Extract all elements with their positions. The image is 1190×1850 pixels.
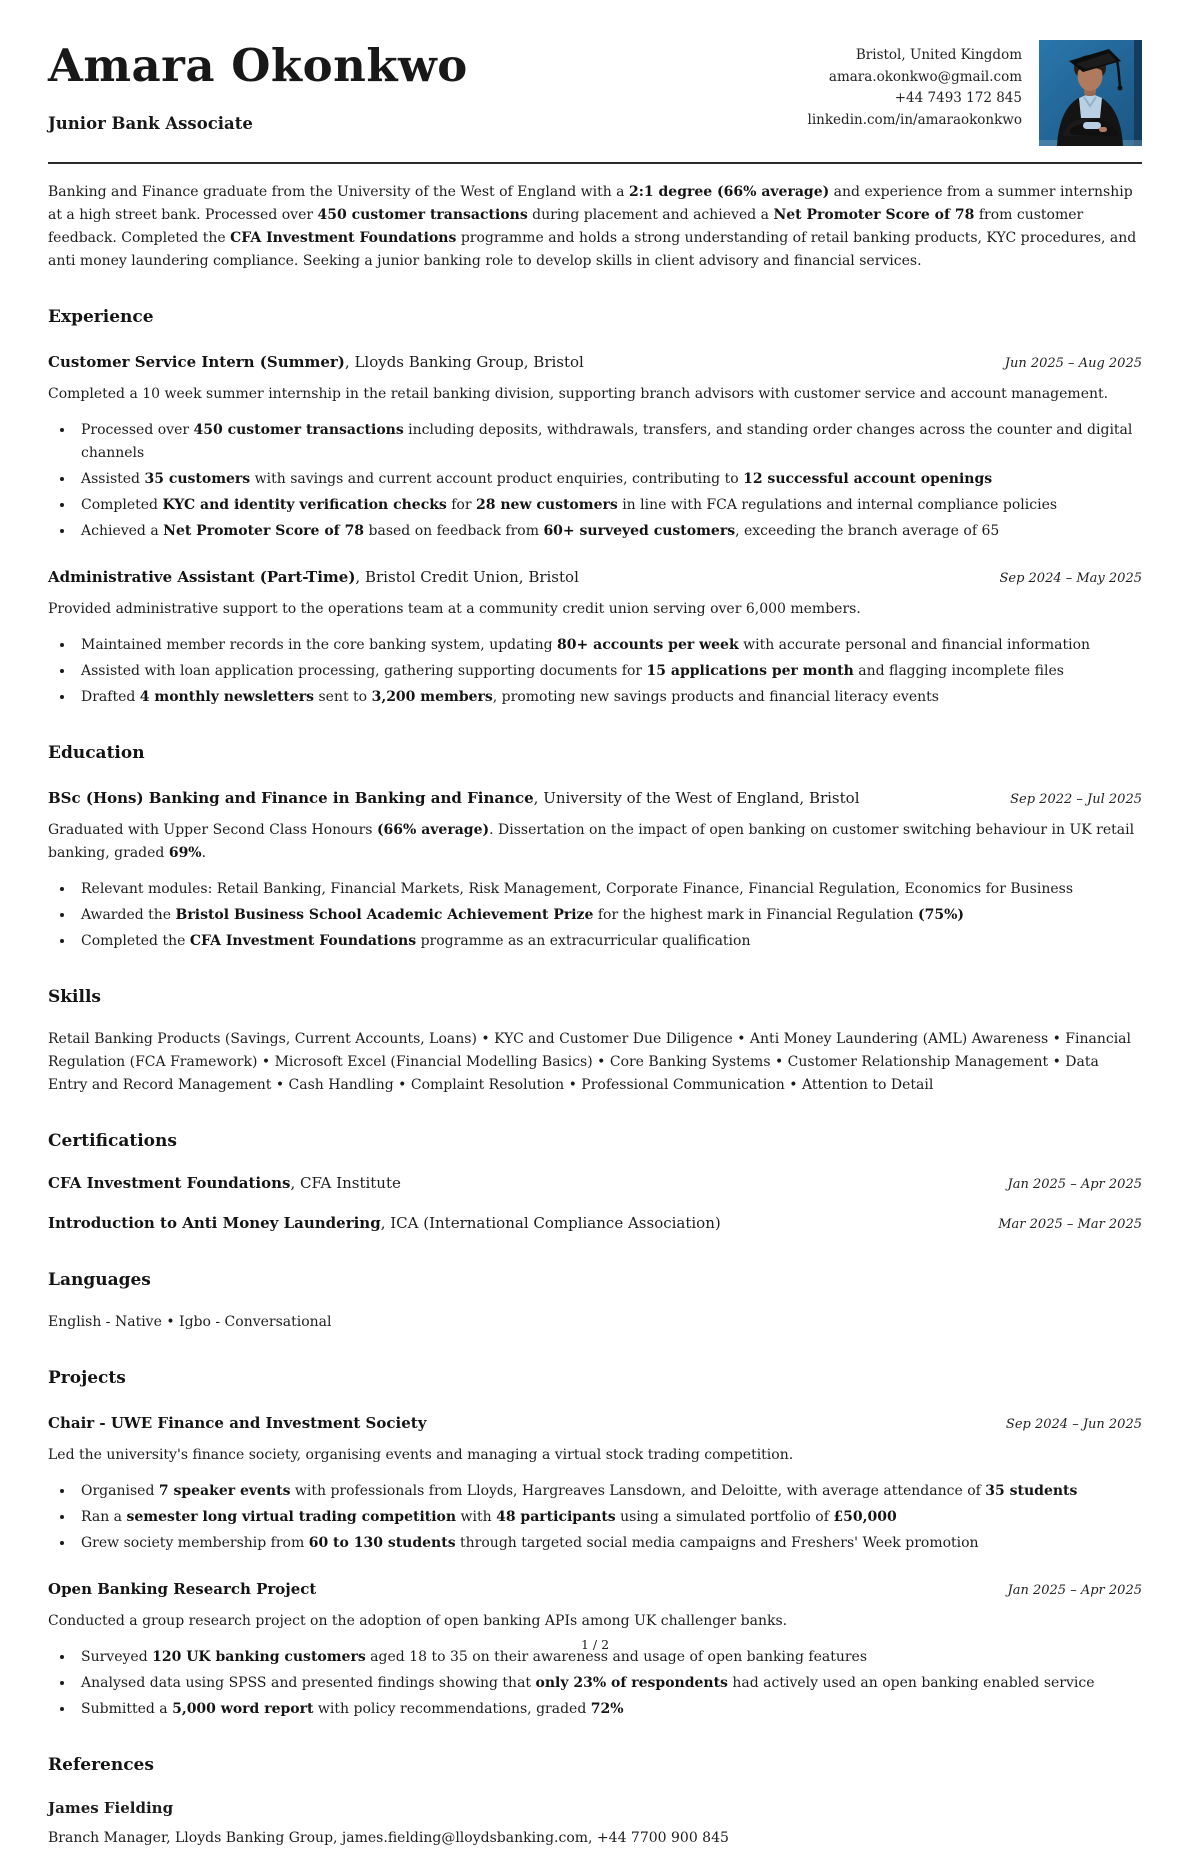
job-title-text: Administrative Assistant (Part-Time): [48, 568, 356, 586]
bullet-item: • Submitted a 5,000 word report with policy recommendations, graded 72%: [75, 1698, 1142, 1721]
bullet-item: • Ran a semester long virtual trading competition with 48 participants using a simulated portfolio of £50,000: [75, 1506, 1142, 1529]
contact-phone: +44 7493 172 845: [894, 90, 1022, 106]
section-skills: [48, 986, 1142, 1097]
date-range: Jun 2025 – Aug 2025: [1004, 356, 1142, 371]
summary-paragraph: Banking and Finance graduate from the University of the West of England with a 2:1 degree (66% average) and experience from a summer internship at a high street bank. Processed over 450 customer transactions during placement and achieved a Net Promoter Score of 78 from customer feedback. Completed the CFA Investment Foundations programme and holds a strong understanding of retail banking products, KYC procedures, and anti money laundering compliance. Seeking a junior banking role to develop skills in client advisory and financial services.: [48, 184, 1137, 269]
date-range: Mar 2025 – Mar 2025: [998, 1217, 1142, 1232]
page-title: Amara Okonkwo: [48, 39, 468, 92]
bullet-item: • Assisted with loan application processing, gathering supporting documents for 15 applications per month and flagging incomplete files: [75, 660, 1142, 683]
bullet-item: • Relevant modules: Retail Banking, Financial Markets, Risk Management, Corporate Finance, Financial Regulation, Economics for Business: [75, 878, 1142, 901]
reference-details: Branch Manager, Lloyds Banking Group, james.fielding@lloydsbanking.com, +44 7700 900 845: [48, 1830, 729, 1846]
skills-text: Retail Banking Products (Savings, Current Accounts, Loans) • KYC and Customer Due Diligence • Anti Money Laundering (AML) Awareness • Financial Regulation (FCA Framework) • Microsoft Excel (Financial Modelling Basics) • Core Banking Systems • Customer Relationship Management • Data Entry and Record Management • Cash Handling • Complaint Resolution • Professional Communication • Attention to Detail: [48, 1031, 1132, 1093]
section-education: [48, 742, 1142, 953]
job-title-text: Customer Service Intern (Summer): [48, 353, 345, 371]
bullet-item: • Achieved a Net Promoter Score of 78 based on feedback from 60+ surveyed customers, exceeding the branch average of 65: [75, 520, 1142, 543]
experience-item: [48, 351, 1142, 543]
bullet-item: • Maintained member records in the core banking system, updating 80+ accounts per week with accurate personal and financial information: [75, 634, 1142, 657]
degree-title-text: BSc (Hons) Banking and Finance in Banking and Finance: [48, 789, 534, 807]
bullet-item: • Processed over 450 customer transactions including deposits, withdrawals, transfers, and standing order changes across the counter and digital channels: [75, 419, 1142, 465]
certification-name: Introduction to Anti Money Laundering: [48, 1214, 381, 1232]
bullet-list: [75, 1646, 1142, 1721]
section-references: [48, 1754, 1142, 1850]
languages-text: English - Native • Igbo - Conversational: [48, 1314, 332, 1330]
item-title-line: [48, 1212, 721, 1235]
date-range: Sep 2024 – May 2025: [999, 571, 1142, 586]
job-company-text: , Bristol Credit Union, Bristol: [355, 568, 579, 586]
item-description: Graduated with Upper Second Class Honours (66% average). Dissertation on the impact of open banking on customer switching behaviour in UK retail banking, graded 69%.: [48, 822, 1135, 861]
section-heading-certifications: Certifications: [48, 1131, 177, 1151]
date-range: Jan 2025 – Apr 2025: [1007, 1177, 1142, 1192]
item-head: [48, 787, 1142, 811]
section-certifications: [48, 1130, 1142, 1236]
project-item: [48, 1412, 1142, 1555]
bullet-item: • Grew society membership from 60 to 130 students through targeted social media campaigns and Freshers' Week promotion: [75, 1532, 1142, 1555]
item-description: Conducted a group research project on the adoption of open banking APIs among UK challenger banks.: [48, 1613, 788, 1629]
item-title-line: [48, 1172, 401, 1195]
bullet-item: • Drafted 4 monthly newsletters sent to 3,200 members, promoting new savings products and financial literacy events: [75, 686, 1142, 709]
bullet-item: • Analysed data using SPSS and presented findings showing that only 23% of respondents had actively used an open banking enabled service: [75, 1672, 1142, 1695]
section-experience: [48, 306, 1142, 709]
certification-item: [48, 1212, 1142, 1236]
bullet-item: • Organised 7 speaker events with professionals from Lloyds, Hargreaves Lansdown, and Deloitte, with average attendance of 35 students: [75, 1480, 1142, 1503]
bullet-item: • Awarded the Bristol Business School Academic Achievement Prize for the highest mark in Financial Regulation (75%): [75, 904, 1142, 927]
item-head: [48, 351, 1142, 375]
item-title-line: [48, 1578, 316, 1601]
section-heading-education: Education: [48, 743, 145, 763]
item-head: [48, 566, 1142, 590]
section-projects: [48, 1367, 1142, 1721]
certification-issuer: , CFA Institute: [290, 1174, 401, 1192]
date-range: Sep 2022 – Jul 2025: [1010, 792, 1142, 807]
item-title-line: [48, 1412, 426, 1435]
header-contact-block: [808, 40, 1142, 146]
item-description: Provided administrative support to the operations team at a community credit union serving over 6,000 members.: [48, 601, 861, 617]
certification-issuer: , ICA (International Compliance Association): [380, 1214, 721, 1232]
section-heading-languages: Languages: [48, 1270, 151, 1290]
bullet-list: [75, 634, 1142, 709]
project-title-text: Chair - UWE Finance and Investment Society: [48, 1414, 427, 1432]
date-range: Jan 2025 – Apr 2025: [1007, 1583, 1142, 1598]
section-heading-references: References: [48, 1755, 154, 1775]
bullet-item: • Assisted 35 customers with savings and current account product enquiries, contributing to 12 successful account openings: [75, 468, 1142, 491]
education-item: [48, 787, 1142, 953]
item-description: Led the university's finance society, organising events and managing a virtual stock trading competition.: [48, 1447, 794, 1463]
item-title-line: [48, 787, 860, 810]
profile-photo: [1039, 40, 1142, 146]
section-heading-skills: Skills: [48, 987, 102, 1007]
header-divider: [48, 162, 1142, 164]
reference-name: James Fielding: [48, 1799, 174, 1817]
bullet-list: [75, 878, 1142, 953]
bullet-item: • Completed KYC and identity verification checks for 28 new customers in line with FCA regulations and internal compliance policies: [75, 494, 1142, 517]
bullet-item: • Completed the CFA Investment Foundations programme as an extracurricular qualification: [75, 930, 1142, 953]
item-title-line: [48, 566, 579, 589]
contact-email: amara.okonkwo@gmail.com: [828, 68, 1022, 85]
contact-location: Bristol, United Kingdom: [855, 47, 1022, 63]
contact-linkedin: linkedin.com/in/amaraokonkwo: [807, 111, 1022, 128]
certification-item: [48, 1172, 1142, 1196]
header: [48, 40, 1142, 146]
item-title-line: [48, 351, 584, 374]
section-heading-experience: Experience: [48, 307, 154, 327]
degree-school-text: , University of the West of England, Bristol: [533, 789, 860, 807]
project-title-text: Open Banking Research Project: [48, 1580, 317, 1598]
item-head: [48, 1412, 1142, 1436]
job-title: Junior Bank Associate: [48, 114, 253, 133]
date-range: Sep 2024 – Jun 2025: [1005, 1417, 1142, 1432]
bullet-item: • Surveyed 120 UK banking customers aged 18 to 35 on their awareness and usage of open banking features: [75, 1646, 1142, 1669]
section-heading-projects: Projects: [48, 1368, 126, 1388]
item-description: Completed a 10 week summer internship in the retail banking division, supporting branch advisors with customer service and account management.: [48, 386, 1109, 402]
bullet-list: [75, 419, 1142, 543]
job-company-text: , Lloyds Banking Group, Bristol: [344, 353, 584, 371]
profile-photo-illustration: [1039, 40, 1142, 146]
header-identity: [48, 40, 468, 135]
contact-info: [808, 40, 1022, 131]
section-languages: [48, 1269, 1142, 1334]
certification-name: CFA Investment Foundations: [48, 1174, 291, 1192]
item-head: [48, 1578, 1142, 1602]
bullet-list: [75, 1480, 1142, 1555]
experience-item: [48, 566, 1142, 709]
page-number: 1 / 2: [580, 1637, 610, 1652]
